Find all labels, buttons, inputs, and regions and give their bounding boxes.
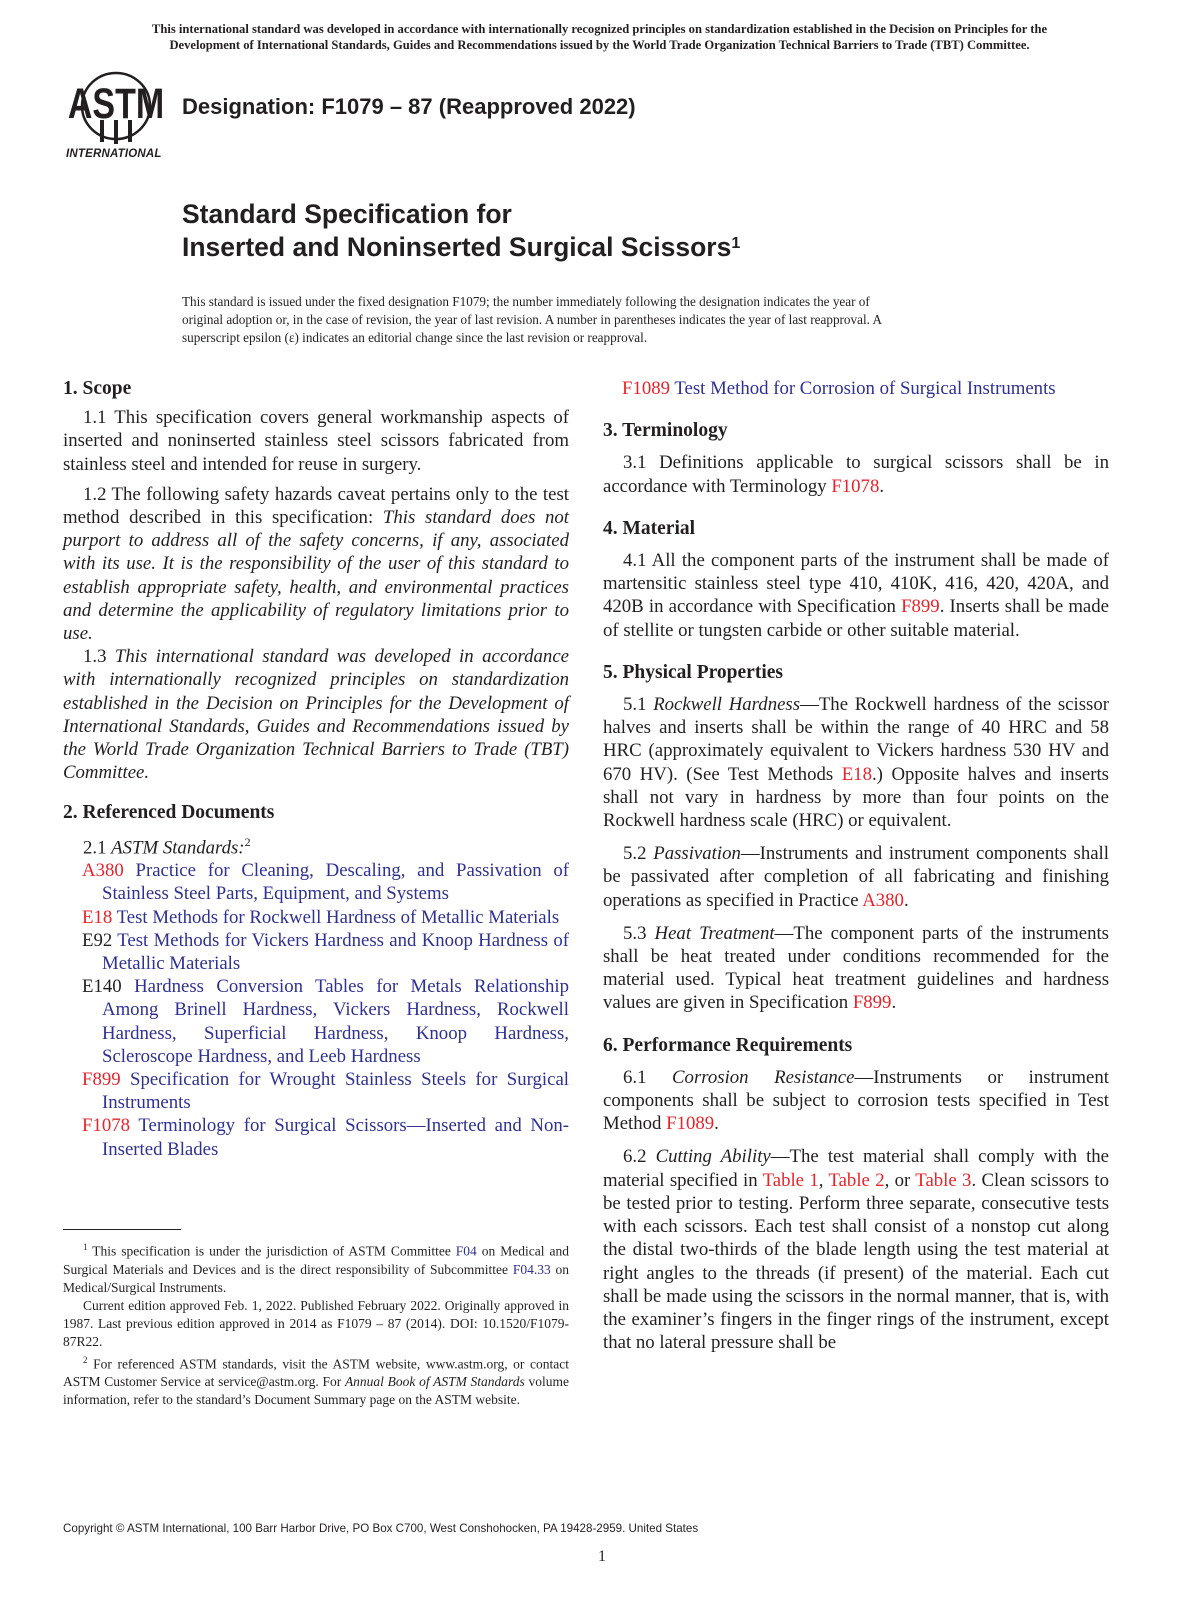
section-5-1 [603, 693, 1109, 832]
ref-f1089-title[interactable]: Test Method for Corrosion of Surgical Instruments [674, 378, 1056, 399]
section-4-1-text-a: 4.1 All the component parts of the instrument shall be made of martensitic stainless steel type 410, 410K, 416, 420, 420A, and 420B in accordance with Specification [603, 550, 1109, 618]
copyright-notice: Copyright © ASTM International, 100 Barr Harbor Drive, PO Box C700, West Conshohocken, PA 19428-2959. United States [63, 1522, 699, 1535]
section-2-1-footnote-marker: 2 [244, 834, 251, 849]
astm-logo [60, 68, 172, 166]
title-line-2-text: Inserted and Noninserted Surgical Scissors [182, 232, 732, 262]
section-6-1-text-b: . [714, 1113, 719, 1135]
ref-f899-code[interactable]: F899 [82, 1068, 121, 1090]
section-3-1 [603, 451, 1109, 497]
section-4-1 [603, 549, 1109, 642]
section-5-2-num: 5.2 [623, 843, 654, 865]
section-6-1-title: Corrosion Resistance [672, 1066, 855, 1088]
footnote-2 [63, 1351, 569, 1410]
ref-e92[interactable] [63, 929, 569, 975]
footnote-1-edition: Current edition approved Feb. 1, 2022. Published February 2022. Originally approved in 1987. Last previous edition approved in 2014 as F1079 – 87 (2014). DOI: 10.1520/F1079-87R22. [63, 1297, 569, 1349]
ref-f1089[interactable] [603, 377, 1109, 400]
ref-e18[interactable] [63, 906, 569, 929]
section-5-2-a380-link[interactable]: A380 [862, 889, 904, 911]
section-1-2 [63, 483, 569, 645]
section-2-heading: 2. Referenced Documents [63, 802, 275, 824]
section-4-1-f899-link[interactable]: F899 [901, 596, 940, 618]
section-1-3-num: 1.3 [83, 646, 115, 668]
section-3-1-text: 3.1 Definitions applicable to surgical scissors shall be in accordance with Terminology [603, 452, 1109, 497]
right-column [603, 377, 1109, 1354]
section-1-2-text: 1.2 The following safety hazards caveat pertains only to the test method described in this specification: [63, 483, 569, 529]
footnote-1-text-b: on Medical and Surgical Materials and Devices and is the direct responsibility of Subcommittee [63, 1243, 569, 1277]
section-1-3-text: This international standard was developed in accordance with internationally recognized principles on standardization established in the Decision on Principles for the Development of International Standards, Guides and Recommendations issued by the World Trade Organization Technical Barriers to Trade (TBT) Committee. [63, 646, 569, 784]
section-5-3 [603, 922, 1109, 1015]
section-5-2-text-a: —Instruments and instrument components shall be passivated after completion of all fabricating and finishing operations as specified in Practice [603, 843, 1109, 911]
section-6-1-text-a: —Instruments or instrument components shall be subject to corrosion tests specified in Test Method [603, 1066, 1109, 1135]
section-6-1-num: 6.1 [623, 1066, 673, 1088]
ref-a380-code[interactable]: A380 [82, 860, 124, 882]
section-5-3-title: Heat Treatment [654, 922, 775, 944]
section-6-2 [603, 1145, 1109, 1354]
section-2-1 [63, 831, 569, 859]
footnote-1-text-c: on Medical/Surgical Instruments. [63, 1261, 570, 1295]
section-5-1-num: 5.1 [623, 694, 654, 716]
title-line-2 [182, 231, 740, 264]
section-6-heading: 6. Performance Requirements [603, 1034, 853, 1056]
footnote-2-marker: 2 [83, 1354, 88, 1365]
section-6-2-title: Cutting Ability [655, 1146, 771, 1168]
left-column [63, 377, 569, 1161]
section-6-1-f1089-link[interactable]: F1089 [666, 1113, 715, 1135]
section-5-1-e18-link[interactable]: E18 [841, 763, 872, 785]
footnote-2-annual-book: Annual Book of ASTM Standards [344, 1374, 525, 1389]
section-2-1-num: 2.1 [83, 836, 112, 858]
section-5-1-title: Rockwell Hardness [653, 694, 801, 716]
ref-f899-title[interactable]: Specification for Wrought Stainless Steels for Surgical Instruments [102, 1068, 569, 1114]
astm-logo-subtitle: INTERNATIONAL [66, 148, 162, 160]
section-6-2-text-a: —The test material shall comply with the material specified in [603, 1146, 1110, 1191]
section-1-2-caveat: This standard does not purport to address all of the safety concerns, if any, associated with its use. It is the responsibility of the user of this standard to establish appropriate safety, health, and environmental practices and determine the applicability of regulatory limitations prior to use. [63, 507, 570, 645]
document-title [182, 198, 740, 264]
section-1-heading: 1. Scope [63, 378, 132, 399]
section-5-3-text-b: . [891, 992, 897, 1014]
footnote-1 [63, 1238, 569, 1297]
ref-f1078-code[interactable]: F1078 [82, 1115, 131, 1137]
ref-f1089-code[interactable]: F1089 [622, 378, 671, 399]
section-6-2-num: 6.2 [623, 1146, 656, 1168]
ref-e92-title[interactable]: Test Methods for Vickers Hardness and Knoop Hardness of Metallic Materials [102, 929, 570, 974]
section-5-2-title: Passivation [653, 843, 741, 865]
section-5-heading: 5. Physical Properties [603, 661, 783, 683]
ref-a380[interactable] [63, 859, 569, 905]
section-5-3-num: 5.3 [623, 922, 655, 944]
section-5-3-text-a: —The component parts of the instruments shall be heat treated under conditions recommended for the material used. Typical heat treatment guidelines and hardness values are given in Specification [603, 922, 1109, 1014]
section-5-3-f899-link[interactable]: F899 [852, 992, 892, 1014]
astm-logo-wordmark: ASTM [67, 80, 165, 128]
ref-f899[interactable] [63, 1068, 569, 1114]
footnote-1-text-a: This specification is under the jurisdiction of ASTM Committee [87, 1243, 456, 1259]
page-number: 1 [598, 1548, 606, 1565]
section-1-1: 1.1 This specification covers general workmanship aspects of inserted and noninserted stainless steel scissors fabricated from stainless steel and intended for reuse in surgery. [63, 407, 569, 475]
issuance-line-2: original adoption or, in the case of revision, the year of last revision. A number in parentheses indicates the year of last reapproval. A [182, 312, 883, 328]
title-line-1: Standard Specification for [182, 199, 512, 229]
issuance-line-3: superscript epsilon (ε) indicates an editorial change since the last revision or reapproval. [182, 330, 648, 346]
footnotes [63, 1238, 569, 1409]
section-3-1-end: . [879, 475, 885, 497]
section-5-2-text-b: . [903, 889, 909, 911]
issuance-line-1: This standard is issued under the fixed designation F1079; the number immediately following the designation indicates the year of [182, 294, 870, 309]
top-notice-line-2: Development of International Standards, Guides and Recommendations issued by the World Trade Organization Technical Barriers to Trade (TBT) Committee. [169, 38, 1030, 52]
section-5-1-text-b: .) Opposite halves and inserts shall not vary in hardness by more than four points on the Rockwell hardness scale (HRC) or equivalent. [603, 763, 1109, 832]
table-3-link[interactable]: Table 3 [915, 1169, 972, 1191]
ref-e92-code: E92 [82, 929, 113, 951]
section-4-1-text-b: . Inserts shall be made of stellite or tungsten carbide or other suitable material. [603, 596, 1109, 641]
ref-e140-title[interactable]: Hardness Conversion Tables for Metals Relationship Among Brinell Hardness, Vickers Hardness, Rockwell Hardness, Superficial Hardness, Knoop Hardness, Scleroscope Hardness, and Leeb Hardness [102, 976, 569, 1067]
ref-e18-title[interactable]: Test Methods for Rockwell Hardness of Metallic Materials [116, 906, 560, 928]
ref-f1078[interactable] [63, 1114, 569, 1160]
section-3-heading: 3. Terminology [603, 420, 728, 442]
table-2-link[interactable]: Table 2 [828, 1169, 885, 1191]
ref-e18-code[interactable]: E18 [82, 906, 113, 928]
footnote-divider [63, 1229, 181, 1230]
ref-e140[interactable] [63, 975, 569, 1068]
top-notice [62, 21, 1137, 53]
issuance-note [182, 293, 1024, 348]
section-6-2-sep-2: , or [884, 1169, 916, 1191]
section-2-1-title: ASTM Standards: [111, 836, 245, 858]
designation: Designation: F1079 – 87 (Reapproved 2022) [182, 94, 636, 119]
section-4-heading: 4. Material [603, 517, 696, 539]
title-footnote-marker: 1 [731, 235, 741, 252]
section-1-3 [63, 645, 569, 784]
footnote-subcommittee-link[interactable]: F04.33 [512, 1261, 551, 1277]
section-5-1-text-a: —The Rockwell hardness of the scissor halves and inserts shall be within the range of 40 HRC and 58 HRC (approximately equivalent to Vickers hardness 530 HV and 670 HV). (See Test Methods [603, 694, 1109, 785]
section-3-1-f1078-link[interactable]: F1078 [831, 475, 880, 497]
footnote-committee-link[interactable]: F04 [455, 1243, 477, 1259]
top-notice-line-1: This international standard was developed in accordance with internationally recognized principles on standardization established in the Decision on Principles for the [151, 22, 1048, 36]
section-6-2-sep-1: , [818, 1169, 829, 1191]
section-5-2 [603, 842, 1109, 912]
section-6-1 [603, 1066, 1109, 1136]
footnote-2-text-a: For referenced ASTM standards, visit the ASTM website, www.astm.org, or contact ASTM Customer Service at service@astm.org. For [63, 1356, 569, 1389]
ref-a380-title[interactable]: Practice for Cleaning, Descaling, and Passivation of Stainless Steel Parts, Equipment, and Systems [102, 860, 569, 905]
table-1-link[interactable]: Table 1 [762, 1169, 819, 1191]
footnote-2-text-b: volume information, refer to the standard’s Document Summary page on the ASTM website. [63, 1374, 570, 1407]
section-6-2-text-b: . Clean scissors to be tested prior to testing. Perform three separate, consecutive tests with each scissors. Each test shall consist of a nonstop cut along the distal two-thirds of the blade length using the test material at right angles to the threads (if present) of the material. Each cut shall be made using the scissors in the normal manner, that is, with the examiner’s fingers in the finger rings of the instrument, except that no lateral pressure shall be [603, 1169, 1109, 1354]
ref-e140-code: E140 [82, 976, 122, 998]
ref-f1078-title[interactable]: Terminology for Surgical Scissors—Inserted and Non-Inserted Blades [102, 1115, 569, 1160]
footnote-1-marker: 1 [83, 1242, 88, 1252]
